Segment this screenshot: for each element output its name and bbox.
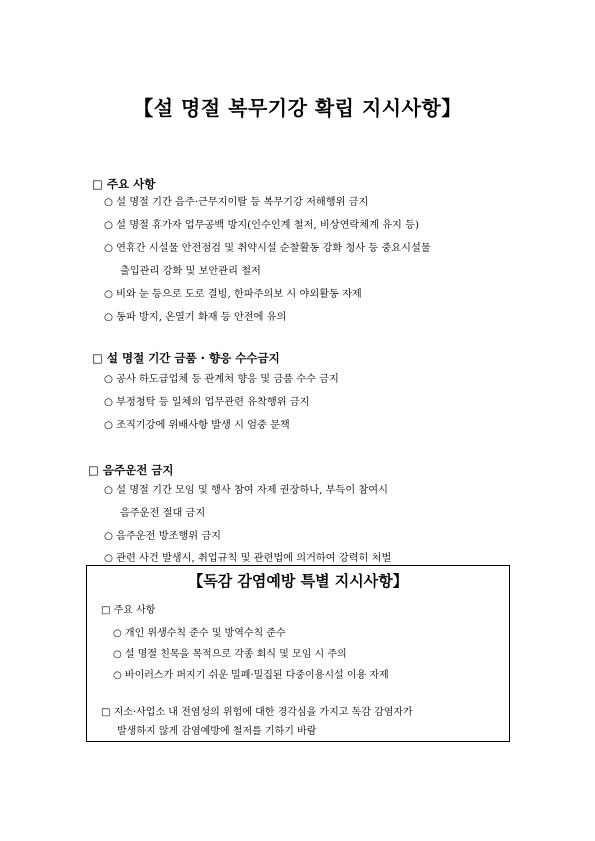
box-note: □ 지소·사업소 내 전염성의 위험에 대한 경각심을 가지고 독감 감염자가 (101, 707, 413, 718)
box-note-continuation: 발생하지 않게 감염예방에 철저를 기하기 바람 (117, 726, 317, 737)
box-title: 【독감 감염예방 특별 지시사항】 (188, 572, 408, 590)
section-heading-drunk-driving: □ 음주운전 금지 (88, 463, 174, 477)
list-item-continuation: 출입관리 강화 및 보안관리 철저 (120, 266, 261, 277)
section-heading-gift-ban: □ 설 명절 기간 금품 · 향응 수수금지 (92, 351, 280, 365)
section-heading-main-items: □ 주요 사항 (92, 177, 156, 191)
list-item: ○ 설 명절 휴가자 업무공백 방지(인수인계 철저, 비상연락체계 유지 등) (104, 220, 419, 231)
list-item: ○ 음주운전 방조행위 금지 (104, 531, 222, 542)
page-title: 【설 명절 복무기강 확립 지시사항】 (133, 96, 462, 120)
list-item: ○ 바이러스가 퍼지기 쉬운 밀폐·밀집된 다중이용시설 이용 자제 (113, 670, 389, 681)
box-heading: □ 주요 사항 (101, 605, 156, 616)
list-item: ○ 부정청탁 등 일체의 업무관련 유착행위 금지 (104, 397, 310, 408)
list-item: ○ 조직기강에 위배사항 발생 시 엄중 문책 (104, 420, 290, 431)
list-item: ○ 연휴간 시설물 안전점검 및 취약시설 순찰활동 강화 청사 등 중요시설물 (104, 243, 431, 254)
list-item-continuation: 음주운전 절대 금지 (120, 508, 206, 519)
list-item: ○ 비와 눈 등으로 도로 결빙, 한파주의보 시 야외활동 자제 (104, 289, 362, 300)
list-item: ○ 공사 하도급업체 등 관계처 향응 및 금품 수수 금지 (104, 374, 339, 385)
list-item: ○ 관련 사건 발생시, 취업규칙 및 관련법에 의거하여 강력히 처벌 (104, 553, 392, 564)
list-item: ○ 설 명절 기간 음주·근무지이탈 등 복무기강 저해행위 금지 (104, 197, 369, 208)
list-item: ○ 설 명절 기간 모임 및 행사 참여 자제 권장하나, 부득이 참여시 (104, 485, 388, 496)
flu-prevention-box (86, 565, 510, 742)
list-item: ○ 동파 방지, 온열기 화재 등 안전에 유의 (104, 312, 287, 323)
list-item: ○ 개인 위생수칙 준수 및 방역수칙 준수 (113, 628, 286, 639)
list-item: ○ 설 명절 친목을 목적으로 각종 회식 및 모임 시 주의 (113, 649, 347, 660)
